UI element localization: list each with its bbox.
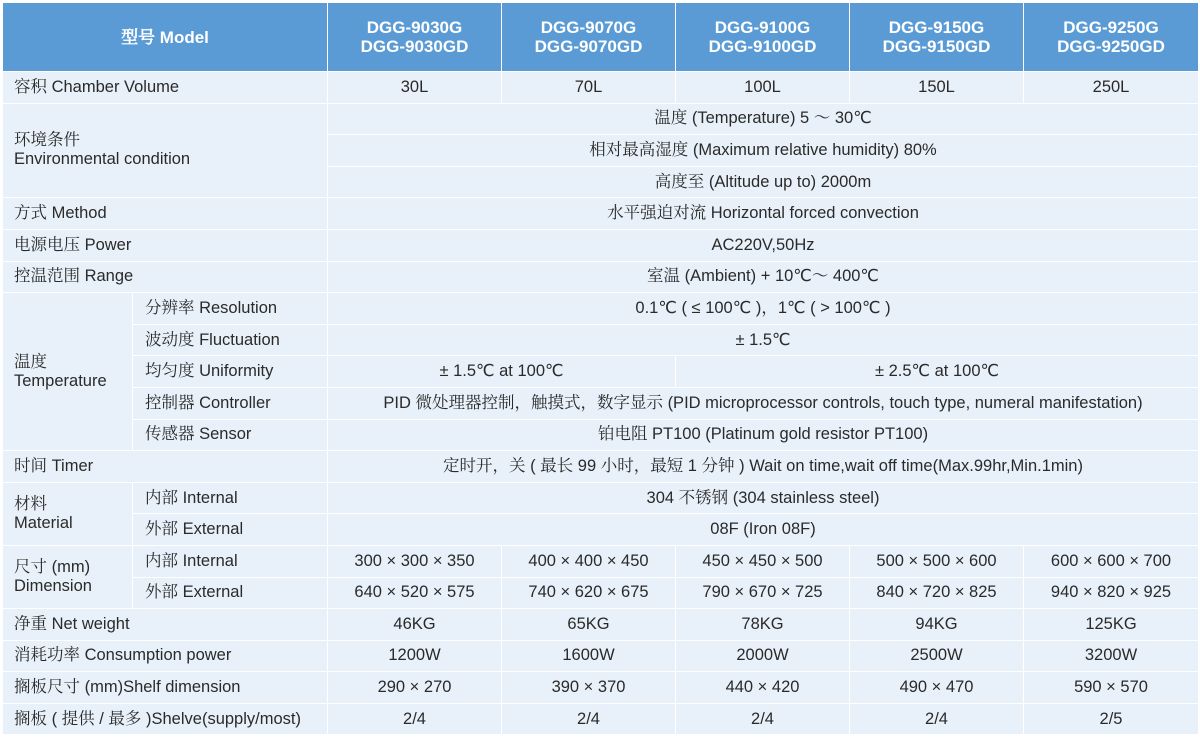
table-row-weight xyxy=(3,609,1199,641)
cell: 室温 (Ambient) + 10℃～ 400℃ xyxy=(328,261,1199,293)
spec-table-wrapper xyxy=(2,2,1198,735)
cell: 790 × 670 × 725 xyxy=(676,577,850,609)
row-label: 搁板尺寸 (mm)Shelf dimension xyxy=(3,672,328,704)
model-header-5: DGG-9250G DGG-9250GD xyxy=(1024,3,1199,72)
header-row xyxy=(3,3,1199,72)
cell: 08F (Iron 08F) xyxy=(328,514,1199,546)
cell: 水平强迫对流 Horizontal forced convection xyxy=(328,198,1199,230)
sub-label: 内部 Internal xyxy=(133,545,328,577)
cell: 590 × 570 xyxy=(1024,672,1199,704)
cell: 450 × 450 × 500 xyxy=(676,545,850,577)
cell: 300 × 300 × 350 xyxy=(328,545,502,577)
cell: 温度 (Temperature) 5 ～ 30℃ xyxy=(328,103,1199,135)
cell: 125KG xyxy=(1024,609,1199,641)
cell: 400 × 400 × 450 xyxy=(502,545,676,577)
cell: 2500W xyxy=(850,640,1024,672)
cell: 640 × 520 × 575 xyxy=(328,577,502,609)
sub-label: 控制器 Controller xyxy=(133,387,328,419)
table-row-consumption xyxy=(3,640,1199,672)
cell: ± 2.5℃ at 100℃ xyxy=(676,356,1199,388)
cell: AC220V,50Hz xyxy=(328,229,1199,261)
row-label-dimension: 尺寸 (mm) Dimension xyxy=(3,545,133,608)
row-label: 控温范围 Range xyxy=(3,261,328,293)
cell: 440 × 420 xyxy=(676,672,850,704)
cell: 0.1℃ ( ≤ 100℃ )，1℃ ( > 100℃ ) xyxy=(328,293,1199,325)
table-row-resolution xyxy=(3,293,1199,325)
cell: 390 × 370 xyxy=(502,672,676,704)
table-row-controller xyxy=(3,387,1199,419)
cell: 600 × 600 × 700 xyxy=(1024,545,1199,577)
cell: 1200W xyxy=(328,640,502,672)
row-label-material: 材料 Material xyxy=(3,482,133,545)
model-header-3: DGG-9100G DGG-9100GD xyxy=(676,3,850,72)
row-label: 搁板 ( 提供 / 最多 )Shelve(supply/most) xyxy=(3,703,328,735)
model-header-2: DGG-9070G DGG-9070GD xyxy=(502,3,676,72)
table-row-sensor xyxy=(3,419,1199,451)
cell: 290 × 270 xyxy=(328,672,502,704)
model-header: 型号 Model xyxy=(3,3,328,72)
table-row-fluctuation xyxy=(3,324,1199,356)
table-row-shelves xyxy=(3,703,1199,735)
table-row-dimension-internal xyxy=(3,545,1199,577)
cell: 94KG xyxy=(850,609,1024,641)
cell: 304 不锈钢 (304 stainless steel) xyxy=(328,482,1199,514)
cell: 2/5 xyxy=(1024,703,1199,735)
table-row-shelf-dimension xyxy=(3,672,1199,704)
cell: PID 微处理器控制，触摸式，数字显示 (PID microprocessor controls, touch type, numeral manifestation) xyxy=(328,387,1199,419)
cell: 2/4 xyxy=(502,703,676,735)
table-row-chamber xyxy=(3,72,1199,104)
cell: 3200W xyxy=(1024,640,1199,672)
row-label: 净重 Net weight xyxy=(3,609,328,641)
cell: 2/4 xyxy=(328,703,502,735)
table-row-material-internal xyxy=(3,482,1199,514)
cell: 78KG xyxy=(676,609,850,641)
cell: 2/4 xyxy=(676,703,850,735)
table-row-env-temp xyxy=(3,103,1199,135)
cell: 高度至 (Altitude up to) 2000m xyxy=(328,166,1199,198)
table-row-dimension-external xyxy=(3,577,1199,609)
table-row-uniformity xyxy=(3,356,1199,388)
cell: 相对最高湿度 (Maximum relative humidity) 80% xyxy=(328,135,1199,167)
cell: 840 × 720 × 825 xyxy=(850,577,1024,609)
sub-label: 内部 Internal xyxy=(133,482,328,514)
cell: 30L xyxy=(328,72,502,104)
cell: ± 1.5℃ xyxy=(328,324,1199,356)
cell: 定时开，关 ( 最长 99 小时，最短 1 分钟 ) Wait on time,wait off time(Max.99hr,Min.1min) xyxy=(328,451,1199,483)
sub-label: 外部 External xyxy=(133,577,328,609)
sub-label: 波动度 Fluctuation xyxy=(133,324,328,356)
cell: 2000W xyxy=(676,640,850,672)
cell: 铂电阻 PT100 (Platinum gold resistor PT100) xyxy=(328,419,1199,451)
table-row-method xyxy=(3,198,1199,230)
cell: 250L xyxy=(1024,72,1199,104)
row-label: 消耗功率 Consumption power xyxy=(3,640,328,672)
table-row-material-external xyxy=(3,514,1199,546)
cell: 740 × 620 × 675 xyxy=(502,577,676,609)
row-label: 时间 Timer xyxy=(3,451,328,483)
table-row-timer xyxy=(3,451,1199,483)
cell: 70L xyxy=(502,72,676,104)
row-label-temperature: 温度 Temperature xyxy=(3,293,133,451)
table-row-range xyxy=(3,261,1199,293)
cell: 46KG xyxy=(328,609,502,641)
sub-label: 均匀度 Uniformity xyxy=(133,356,328,388)
model-header-1: DGG-9030G DGG-9030GD xyxy=(328,3,502,72)
sub-label: 分辨率 Resolution xyxy=(133,293,328,325)
cell: 1600W xyxy=(502,640,676,672)
sub-label: 外部 External xyxy=(133,514,328,546)
row-label: 电源电压 Power xyxy=(3,229,328,261)
row-label-environment: 环境条件 Environmental condition xyxy=(3,103,328,198)
cell: 490 × 470 xyxy=(850,672,1024,704)
cell: 2/4 xyxy=(850,703,1024,735)
row-label: 方式 Method xyxy=(3,198,328,230)
cell: 150L xyxy=(850,72,1024,104)
cell: 500 × 500 × 600 xyxy=(850,545,1024,577)
spec-table xyxy=(2,2,1199,735)
cell: ± 1.5℃ at 100℃ xyxy=(328,356,676,388)
sub-label: 传感器 Sensor xyxy=(133,419,328,451)
cell: 940 × 820 × 925 xyxy=(1024,577,1199,609)
cell: 65KG xyxy=(502,609,676,641)
model-header-4: DGG-9150G DGG-9150GD xyxy=(850,3,1024,72)
table-row-power xyxy=(3,229,1199,261)
cell: 100L xyxy=(676,72,850,104)
row-label: 容积 Chamber Volume xyxy=(3,72,328,104)
